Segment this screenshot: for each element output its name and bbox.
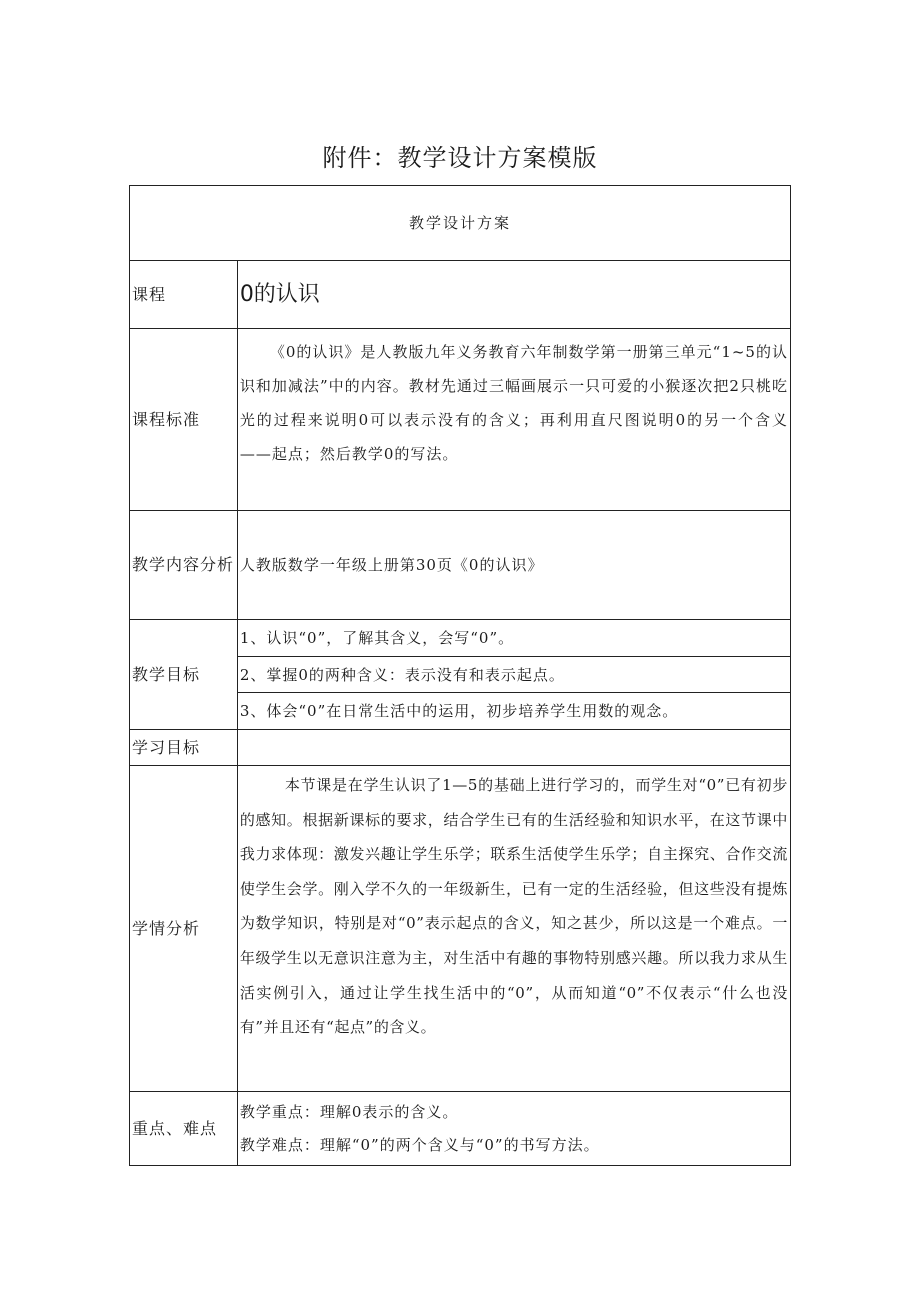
goal-item-1: 1、认识“0”，了解其含义，会写“0”。 — [237, 620, 790, 657]
content-analysis-row — [130, 511, 791, 620]
learning-goals-text — [237, 730, 790, 766]
course-label: 课程 — [130, 261, 238, 329]
difficult-point-text: 教学难点：理解“0”的两个含义与“0”的书写方法。 — [239, 1135, 600, 1154]
standard-cell — [237, 329, 790, 511]
standard-text: 《0的认识》是人教版九年义务教育六年制数学第一册第三单元“1~5的认识和加减法”中的内容。教材先通过三幅画展示一只可爱的小猴逐次把2只桃吃光的过程来说明0可以表示没有的含义；再利用直尺图说明0的另一个含义——起点；然后教学0的写法。 — [239, 343, 788, 463]
standard-label: 课程标准 — [130, 329, 238, 511]
standard-row — [130, 329, 791, 511]
goal-item-3: 3、体会“0”在日常生活中的运用，初步培养学生用数的观念。 — [237, 693, 790, 730]
content-analysis-label: 教学内容分析 — [130, 511, 238, 620]
goal-item-2: 2、掌握0的两种含义：表示没有和表示起点。 — [237, 657, 790, 693]
key-point-text: 教学重点：理解0表示的含义。 — [239, 1102, 459, 1121]
goals-label: 教学目标 — [130, 620, 238, 730]
student-analysis-row — [130, 766, 791, 1092]
course-value: 0的认识 — [237, 261, 790, 329]
page-title: 附件：教学设计方案模版 — [322, 144, 598, 172]
learning-goals-row — [130, 730, 791, 766]
student-analysis-text: 本节课是在学生认识了1—5的基础上进行学习的，而学生对“0”已有初步的感知。根据新课标的要求，结合学生已有的生活经验和知识水平，在这节课中我力求体现：激发兴趣让学生乐学；联系生活使学生乐学；自主探究、合作交流使学生会学。刚入学不久的一年级新生，已有一定的生活经验，但这些没有提炼为数学知识，特别是对“0”表示起点的含义，知之甚少，所以这是一个难点。一年级学生以无意识注意为主，对生活中有趣的事物特别感兴趣。所以我力求从生活实例引入，通过让学生找生活中的“0”，从而知道“0”不仅表示“什么也没有”并且还有“起点”的含义。 — [239, 776, 788, 1037]
table-header-row — [130, 186, 791, 261]
learning-goals-label: 学习目标 — [130, 730, 238, 766]
key-points-cell — [237, 1092, 790, 1166]
key-points-label: 重点、难点 — [130, 1092, 238, 1166]
course-row — [130, 261, 791, 329]
key-points-row — [130, 1092, 791, 1166]
table-header: 教学设计方案 — [130, 186, 791, 261]
student-analysis-cell — [237, 766, 790, 1092]
lesson-plan-table — [129, 185, 791, 1166]
student-analysis-label: 学情分析 — [130, 766, 238, 1092]
content-analysis-text: 人教版数学一年级上册第30页《0的认识》 — [237, 511, 790, 620]
goal-row-1 — [130, 620, 791, 657]
